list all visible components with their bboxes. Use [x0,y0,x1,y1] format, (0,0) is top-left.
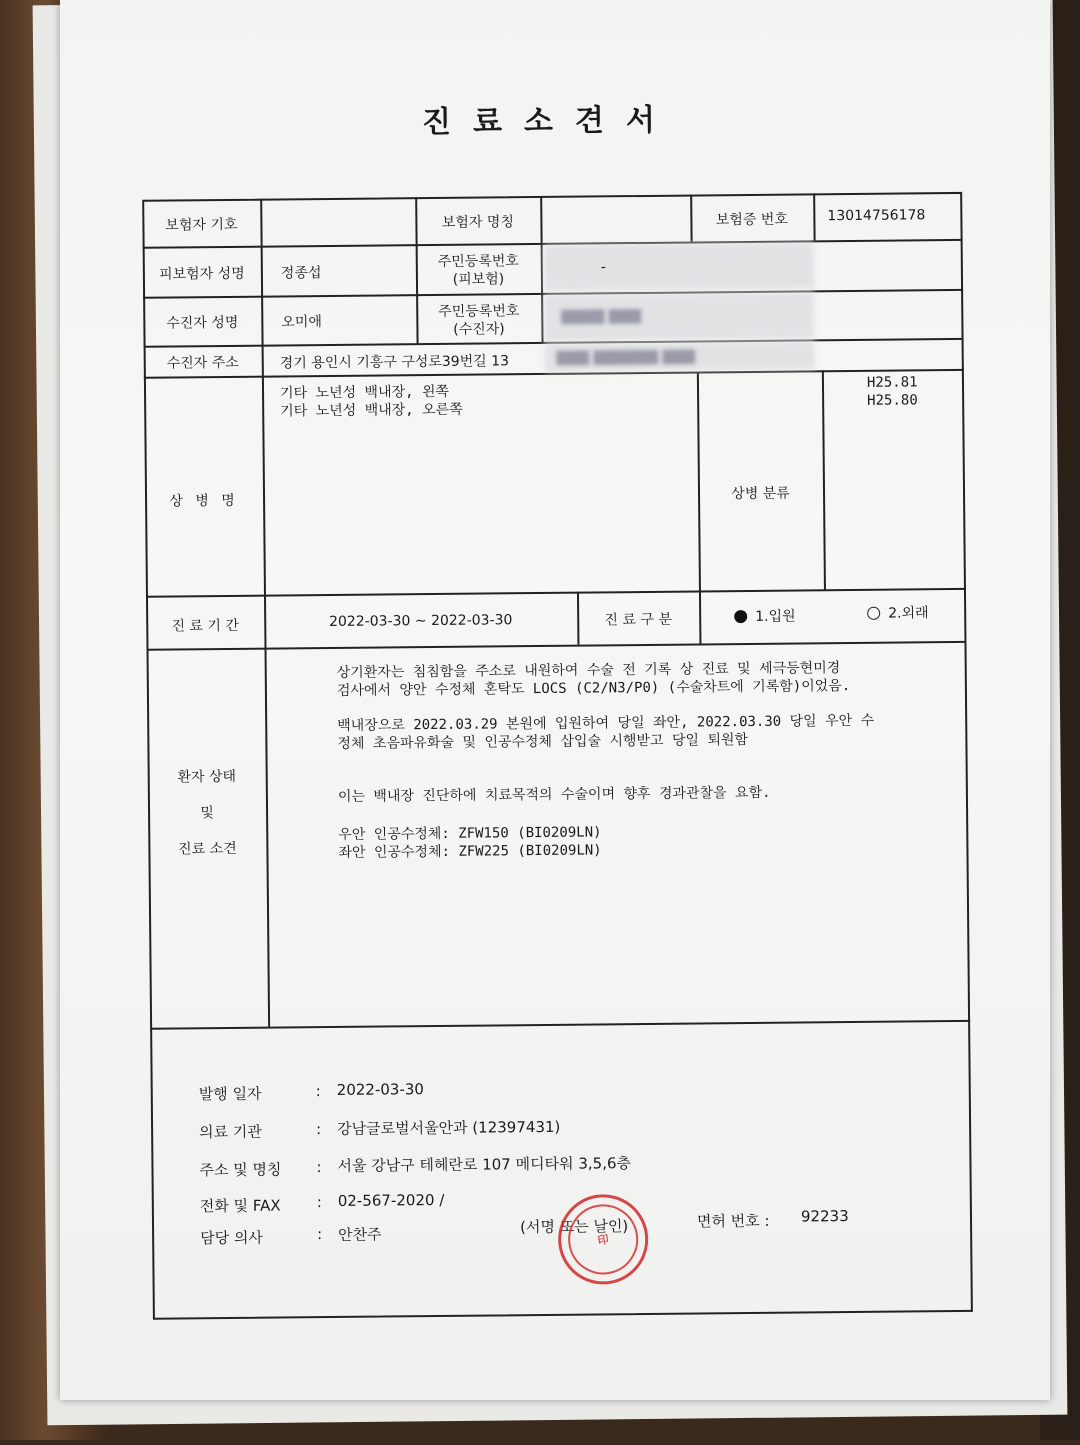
recipient-rrn-label-sub: (수진자) [453,321,505,338]
radio-empty-icon [867,607,880,620]
diagnosis-code-1: H25.81 [866,374,918,391]
insurer-name-label: 보험자 명칭 [441,214,515,231]
insurance-no-value: 13014756178 [827,207,926,225]
institution-label: 의료 기관 [199,1122,262,1142]
license-value: 92233 [800,1207,849,1226]
diagnosis-code-2: H25.80 [867,392,918,409]
recipient-rrn-label: 주민등록번호 [438,303,520,320]
issue-date-value: 2022-03-30 [336,1080,425,1099]
opinion-lens-right: 우안 인공수정체: ZFW150 (BI0209LN) [338,824,602,843]
phone-value: 02-567-2020 / [337,1190,445,1210]
colon: : [316,1193,322,1212]
diagnosis-label: 상 병 명 [169,492,239,510]
care-type-label: 진 료 구 분 [604,611,673,629]
diagnosis-class-label: 상병 분류 [731,485,790,503]
period-label: 진 료 기 간 [171,617,240,635]
opinion-paragraph-1-line-1: 상기환자는 침침함을 주소로 내원하여 수술 전 기록 상 진료 및 세극등현미경 [336,660,841,681]
institution-value: 강남글로벌서울안과 (12397431) [337,1117,561,1138]
colon: : [316,1120,322,1139]
opinion-label-2: 및 [200,805,214,822]
care-type-option-inpatient [734,606,796,627]
license-label: 면허 번호 : [696,1211,770,1231]
signature-label: (서명 또는 날인) [519,1217,629,1237]
period-value: 2022-03-30 ~ 2022-03-30 [328,612,513,631]
opinion-paragraph-1-line-2: 검사에서 양안 수정체 혼탁도 LOCS (C2/N3/P0) (수술차트에 기록함)이었음. [336,678,851,699]
insured-name-value: 정종섭 [280,265,322,282]
colon: : [317,1225,323,1244]
recipient-name-value: 오미애 [281,314,323,331]
colon: : [316,1158,322,1177]
opinion-paragraph-2-line-2: 정체 초음파유화술 및 인공수정체 삽입술 시행받고 당일 퇴원함 [337,732,749,752]
insured-symbol-label: 보험자 기호 [165,216,238,234]
diagnosis-line-1: 기타 노년성 백내장, 왼쪽 [279,383,450,402]
phone-label: 전화 및 FAX [199,1196,281,1216]
diagnosis-line-2: 기타 노년성 백내장, 오른쪽 [280,401,463,420]
radio-filled-icon [734,610,747,623]
opinion-paragraph-3: 이는 백내장 진단하에 치료목적의 수술이며 향후 경과관찰을 요함. [337,784,771,805]
care-type-option-outpatient [867,602,929,623]
outpatient-label: 2.외래 [888,605,929,622]
insured-name-label: 피보험자 성명 [159,265,245,283]
redacted-area [544,242,814,291]
colon: : [315,1082,321,1101]
doctor-value: 안찬주 [338,1225,382,1244]
address-label: 주소 및 명칭 [199,1160,282,1180]
opinion-label-1: 환자 상태 [177,768,237,786]
insured-rrn-value: - [600,259,606,276]
opinion-label-3: 진료 소견 [178,840,237,858]
opinion-paragraph-2-line-1: 백내장으로 2022.03.29 본원에 입원하여 당일 좌안, 2022.03.30 당일 우안 수 [337,712,875,734]
inpatient-label: 1.입원 [755,608,796,625]
issue-date-label: 발행 일자 [198,1084,262,1104]
seal-inner-ring: 印 [562,1199,644,1281]
insured-rrn-label: 주민등록번호 [437,253,519,270]
insured-rrn-label-sub: (피보험) [452,271,505,288]
document-title: 진료소견서 [421,102,678,141]
doctor-label: 담당 의사 [200,1228,263,1248]
insurance-no-label: 보험증 번호 [715,211,789,229]
recipient-address-label: 수진자 주소 [166,354,239,372]
redacted-rrn: ▇▇▇▇ ▇▇▇ [561,308,642,325]
opinion-lens-left: 좌안 인공수정체: ZFW225 (BI0209LN) [338,842,602,861]
recipient-address-value: 경기 용인시 기흥구 구성로39번길 13 [279,353,510,372]
address-value: 서울 강남구 테헤란로 107 메디타워 3,5,6층 [337,1154,632,1175]
recipient-name-label: 수진자 성명 [166,314,239,332]
redacted-address: ▇▇▇ ▇▇▇▇▇▇ ▇▇▇ [556,348,695,366]
